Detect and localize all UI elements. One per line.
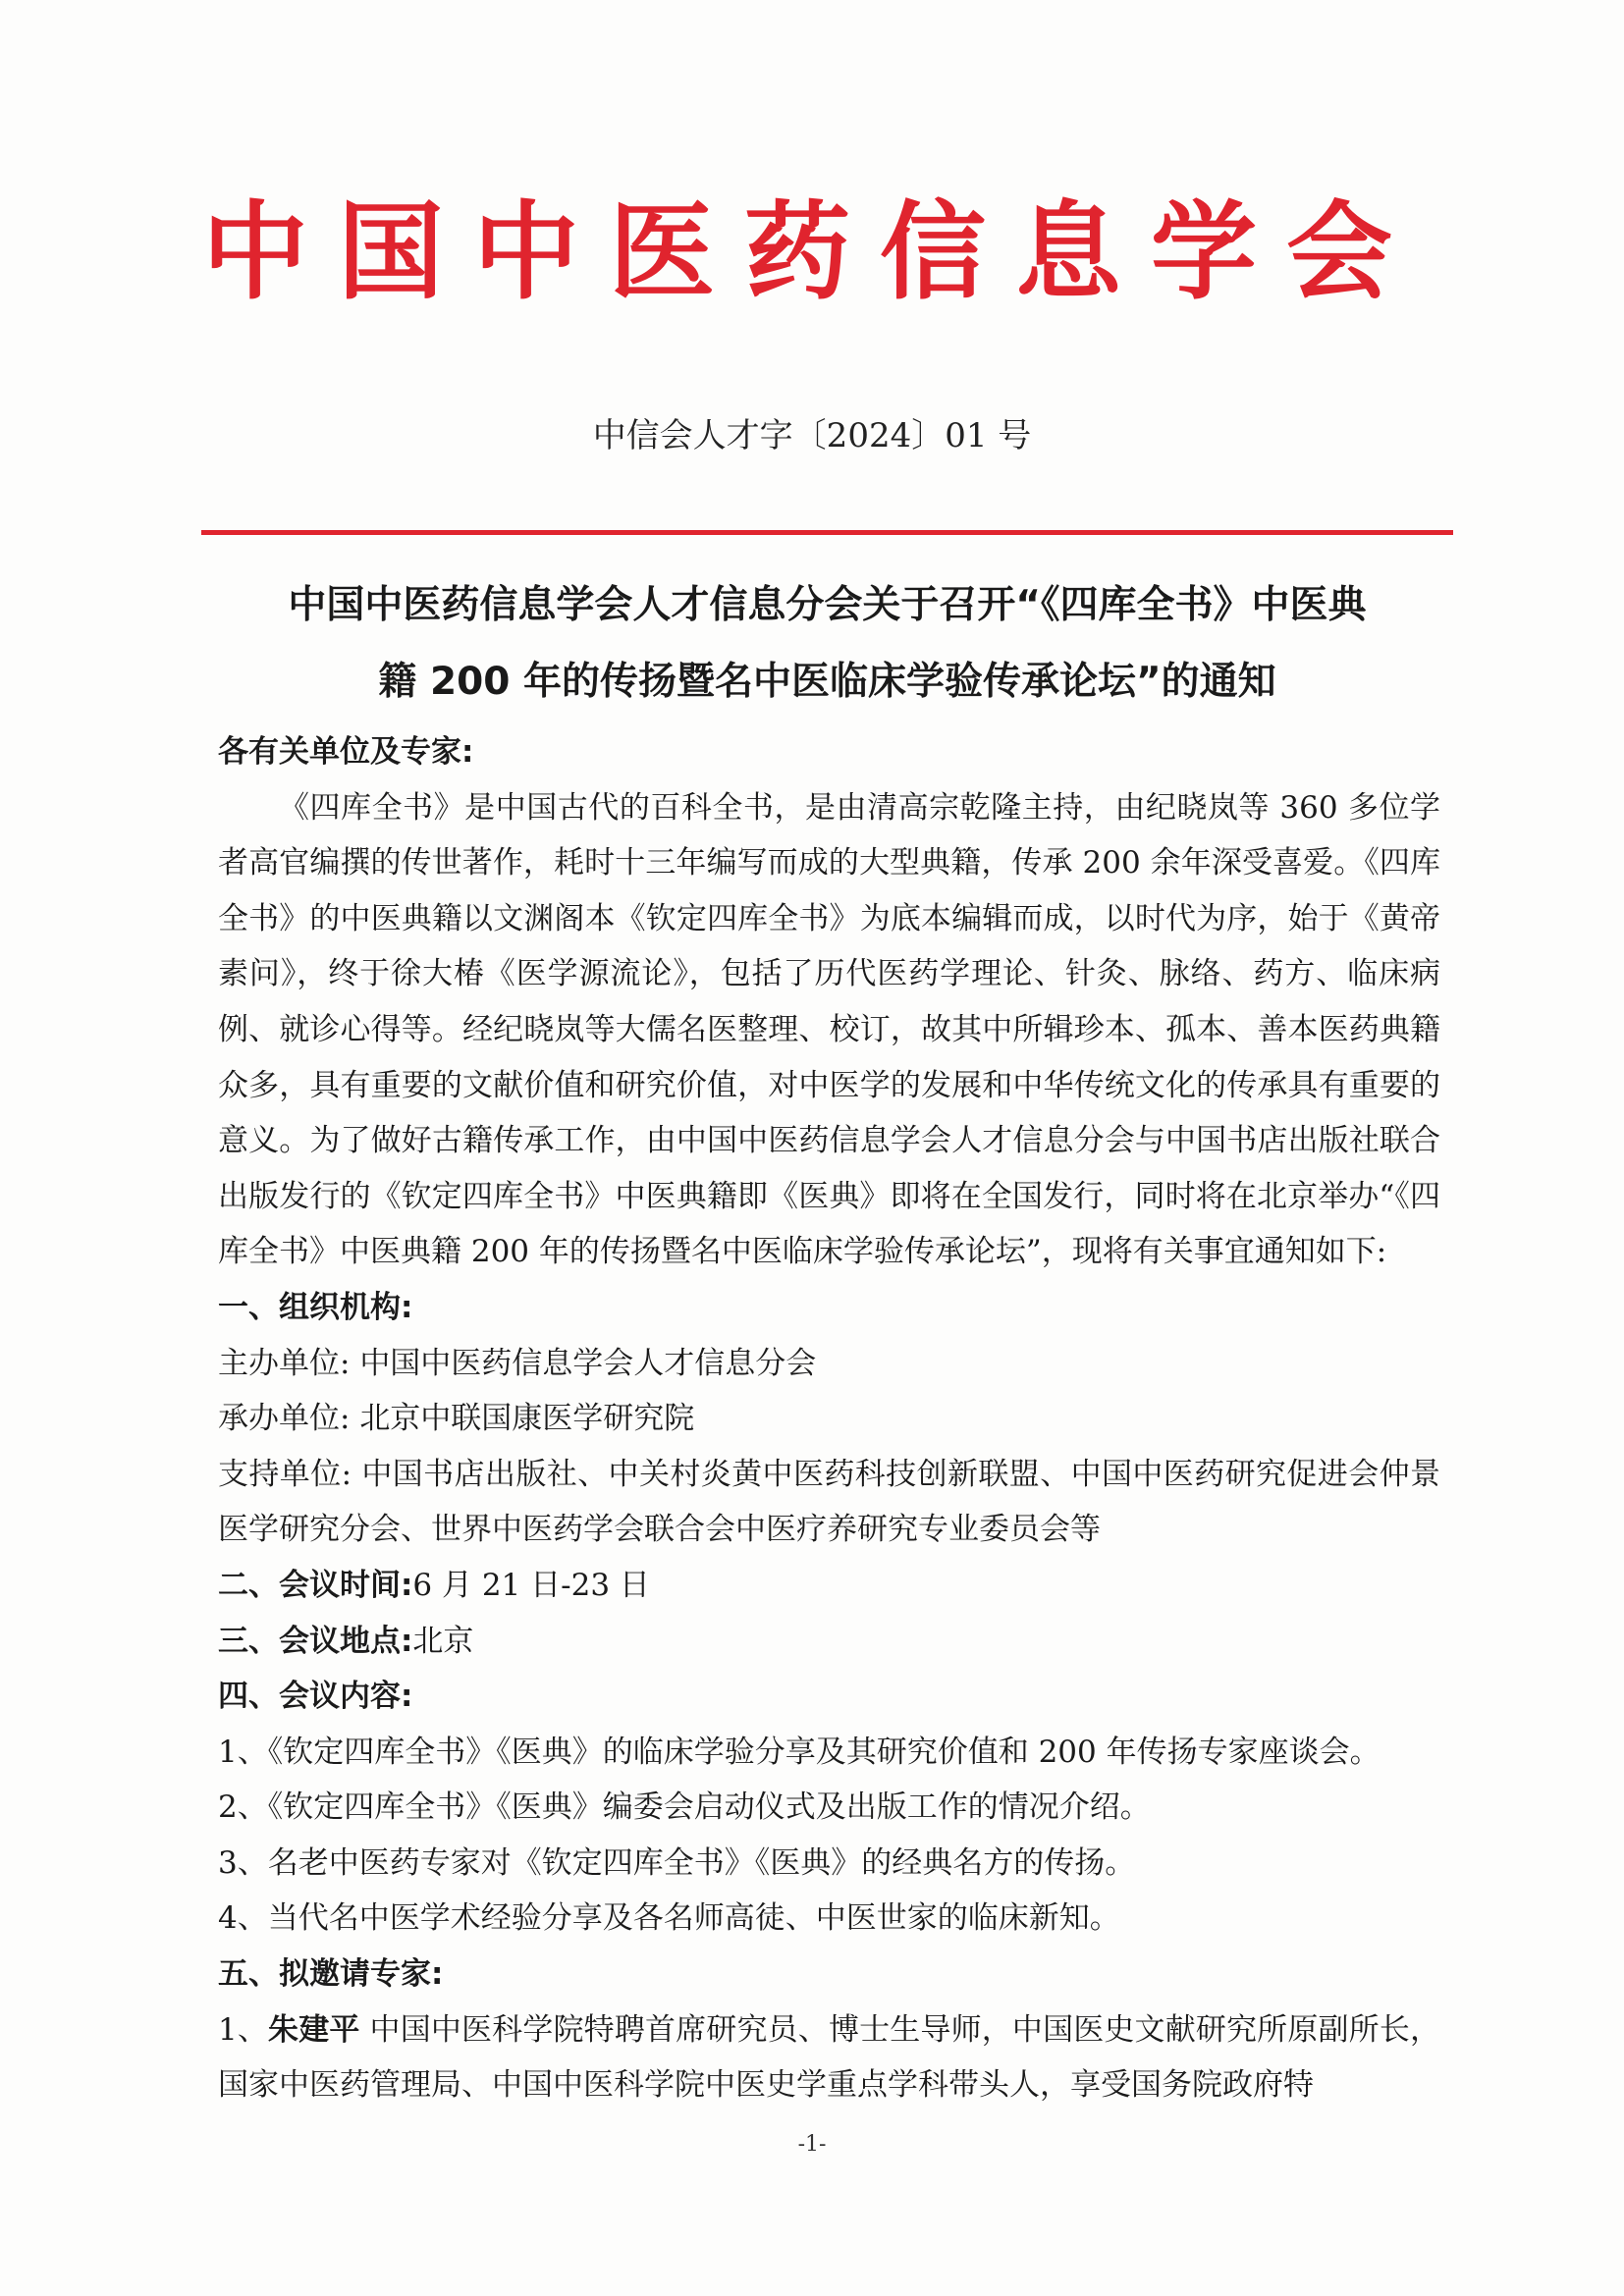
section-time-heading: 二、会议时间: (218, 1567, 413, 1603)
support-row (218, 1447, 1440, 1558)
content-item: 4、当代名中医学术经验分享及各名师高徒、中医世家的临床新知。 (218, 1900, 1120, 1937)
place-row (218, 1614, 1440, 1670)
salutation: 各有关单位及专家: (218, 734, 474, 770)
content-item: 3、名老中医药专家对《钦定四库全书》《医典》的经典名方的传扬。 (218, 1844, 1136, 1881)
section-experts-heading: 五、拟邀请专家: (218, 1956, 444, 1993)
host-label: 主办单位: (218, 1345, 351, 1381)
notice-title (201, 567, 1453, 721)
red-divider-line (201, 530, 1453, 535)
section-content-heading: 四、会议内容: (218, 1679, 413, 1715)
organizer-value: 北京中联国康医学研究院 (359, 1401, 695, 1437)
place-value: 北京 (412, 1623, 474, 1659)
expert-index: 1、 (218, 2011, 269, 2048)
document-number: 中信会人才字〔2024〕01 号 (592, 416, 1032, 455)
section-org-heading: 一、组织机构: (218, 1289, 413, 1325)
section-place-heading: 三、会议地点: (218, 1623, 413, 1659)
page-number: -1- (797, 2132, 827, 2157)
expert-name: 朱建平 (268, 2011, 360, 2048)
expert-description: 中国中医科学院特聘首席研究员、博士生导师，中国医史文献研究所原副所长，国家中医药管理局、中国中医科学院中医史学重点学科带头人，享受国务院政府特 (218, 2011, 1440, 2104)
time-value: 6 月 21 日-23 日 (412, 1567, 650, 1603)
time-row (218, 1558, 1440, 1614)
notice-body (218, 724, 1440, 2113)
title-line-1: 中国中医药信息学会人才信息分会关于召开“《四库全书》中医典 (288, 583, 1367, 627)
organization-header: 中国中医药信息学会 (201, 190, 1422, 314)
content-item: 2、《钦定四库全书》《医典》编委会启动仪式及出版工作的情况介绍。 (218, 1789, 1151, 1826)
host-value: 中国中医药信息学会人才信息分会 (359, 1345, 817, 1381)
intro-paragraph: 《四库全书》是中国古代的百科全书，是由清高宗乾隆主持，由纪晓岚等 360 多位学者高官编撰的传世著作，耗时十三年编写而成的大型典籍，传承 200 余年深受喜爱。《四库全书》的中医典籍以文渊阁本《钦定四库全书》为底本编辑而成，以时代为序，始于《黄帝素问》，终于徐大椿《医学源流论》，包括了历代医药学理论、针灸、脉络、药方、临床病例、就诊心得等。经纪晓岚等大儒名医整理、校订，故其中所辑珍本、孤本、善本医药典籍众多，具有重要的文献价值和研究价值，对中医学的发展和中华传统文化的传承具有重要的意义。为了做好古籍传承工作，由中国中医药信息学会人才信息分会与中国书店出版社联合出版发行的《钦定四库全书》中医典籍即《医典》即将在全国发行，同时将在北京举办“《四库全书》中医典籍 200 年的传扬暨名中医临床学验传承论坛”，现将有关事宜通知如下: (218, 789, 1440, 1270)
support-label: 支持单位: (218, 1456, 352, 1492)
expert-item (218, 2002, 1440, 2113)
host-row (218, 1336, 1440, 1392)
support-value: 中国书店出版社、中关村炎黄中医药科技创新联盟、中国中医药研究促进会仲景医学研究分会、世界中医药学会联合会中医疗养研究专业委员会等 (218, 1456, 1441, 1548)
organizer-row (218, 1391, 1440, 1447)
content-item: 1、《钦定四库全书》《医典》的临床学验分享及其研究价值和 200 年传扬专家座谈会。 (218, 1734, 1380, 1770)
title-line-2: 籍 200 年的传扬暨名中医临床学验传承论坛”的通知 (378, 660, 1276, 704)
organizer-label: 承办单位: (218, 1401, 351, 1437)
